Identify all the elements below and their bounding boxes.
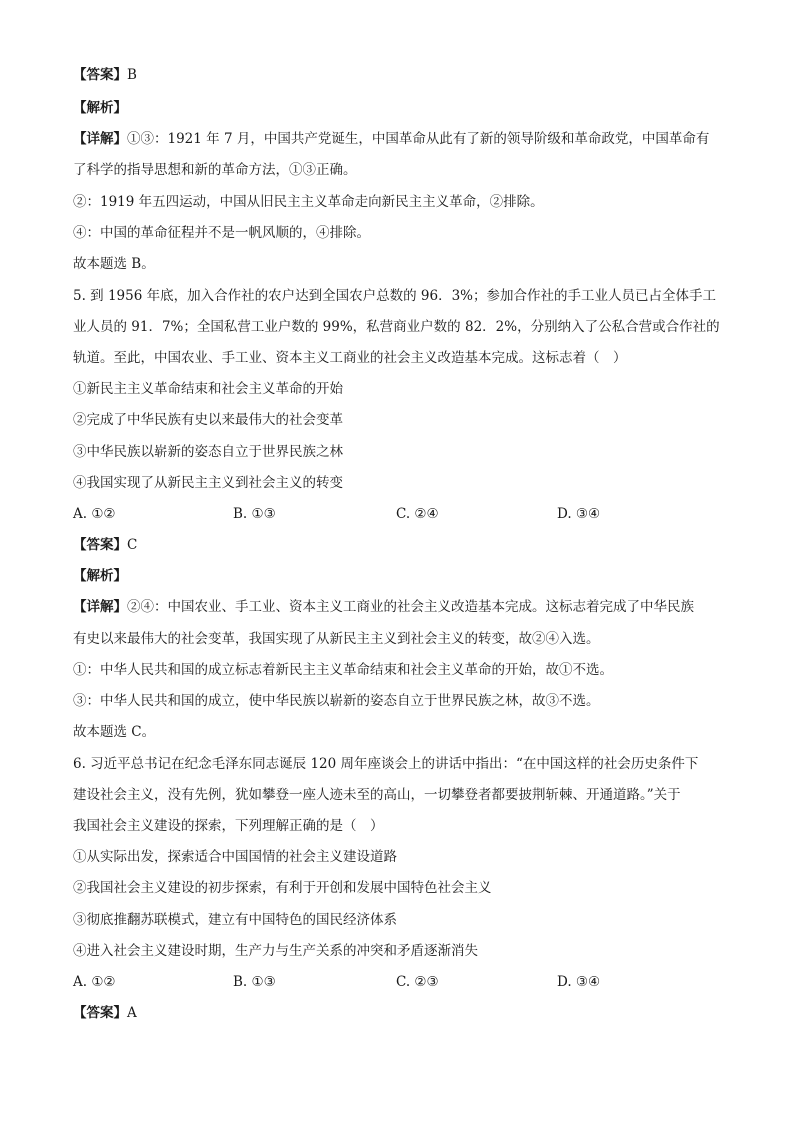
q5-option-a: A. ①② [73, 506, 116, 522]
q6-item-2: ②我国社会主义建设的初步探索，有利于开创和发展中国特色社会主义 [73, 880, 492, 896]
q5-option-c: C. ②④ [396, 506, 439, 522]
answer-value: B [127, 67, 137, 83]
detail-tag: 【详解】 [73, 131, 127, 147]
q5-item-3: ③中华民族以崭新的姿态自立于世界民族之林 [73, 444, 343, 460]
q5-option-b: B. ①③ [233, 506, 276, 522]
q5-detail-line-2: ①：中华人民共和国的成立标志着新民主主义革命结束和社会主义革命的开始，故①不选。 [73, 662, 613, 678]
q6-option-d: D. ③④ [557, 974, 601, 990]
detail-text: ①③：1921 年 7 月，中国共产党诞生，中国革命从此有了新的领导阶级和革命政党，中国革命有 [127, 131, 710, 147]
analysis-tag: 【解析】 [73, 100, 127, 116]
q4-detail-line-2: ②：1919 年五四运动，中国从旧民主主义革命走向新民主主义革命，②排除。 [73, 194, 544, 210]
q6-stem-line-1: 建设社会主义，没有先例，犹如攀登一座人迹未至的高山，一切攀登者都要披荆斩棘、开通道路。”关于 [73, 787, 681, 803]
q5-detail-line-1: 有史以来最伟大的社会变革，我国实现了从新民主主义到社会主义的转变，故②④入选。 [73, 631, 600, 647]
detail-text: ②④：中国农业、手工业、资本主义工商业的社会主义改造基本完成。这标志着完成了中华民族 [127, 599, 694, 615]
analysis-tag: 【解析】 [73, 568, 127, 584]
q6-item-1: ①从实际出发，探索适合中国国情的社会主义建设道路 [73, 849, 397, 865]
q5-stem-line-2: 轨道。至此，中国农业、手工业、资本主义工商业的社会主义改造基本完成。这标志着（ ） [73, 350, 627, 366]
q4-detail-line-3: ④：中国的革命征程并不是一帆风顺的，④排除。 [73, 225, 370, 241]
q5-analysis-tag [73, 567, 127, 585]
q5-detail-line-4: 故本题选 C。 [73, 724, 156, 740]
answer-value: C [127, 537, 138, 553]
q5-item-2: ②完成了中华民族有史以来最伟大的社会变革 [73, 412, 343, 428]
answer-tag: 【答案】 [73, 537, 127, 553]
q5-stem-line-0: 5. 到 1956 年底，加入合作社的农户达到全国农户总数的 96．3%；参加合作社的手工业人员已占全体手工 [73, 288, 716, 304]
q6-option-b: B. ①③ [233, 974, 276, 990]
answer-tag: 【答案】 [73, 1005, 127, 1021]
q4-detail-line-1: 了科学的指导思想和新的革命方法，①③正确。 [73, 162, 357, 178]
q5-option-d: D. ③④ [557, 506, 601, 522]
q6-item-4: ④进入社会主义建设时期，生产力与生产关系的冲突和矛盾逐渐消失 [73, 943, 478, 959]
q6-stem-line-2: 我国社会主义建设的探索，下列理解正确的是（ ） [73, 818, 384, 834]
q5-item-4: ④我国实现了从新民主主义到社会主义的转变 [73, 475, 343, 491]
q6-stem-line-0: 6. 习近平总书记在纪念毛泽东同志诞辰 120 周年座谈会上的讲话中指出：“在中国这样的社会历史条件下 [73, 756, 699, 772]
q5-detail-line-3: ③：中华人民共和国的成立，使中华民族以崭新的姿态自立于世界民族之林，故③不选。 [73, 693, 600, 709]
q4-answer [73, 66, 137, 84]
q6-option-a: A. ①② [73, 974, 116, 990]
detail-tag: 【详解】 [73, 599, 127, 615]
q5-detail-line-0 [73, 598, 694, 616]
q6-item-3: ③彻底推翻苏联模式，建立有中国特色的国民经济体系 [73, 912, 397, 928]
q6-option-c: C. ②③ [396, 974, 439, 990]
answer-value: A [127, 1005, 137, 1021]
q4-detail-line-4: 故本题选 B。 [73, 256, 155, 272]
q6-answer [73, 1004, 137, 1022]
q5-item-1: ①新民主主义革命结束和社会主义革命的开始 [73, 381, 343, 397]
q5-answer [73, 536, 137, 554]
answer-tag: 【答案】 [73, 67, 127, 83]
q4-detail-line-0 [73, 130, 709, 148]
q4-analysis-tag [73, 99, 127, 117]
q5-stem-line-1: 业人员的 91．7%；全国私营工业户数的 99%，私营商业户数的 82．2%，分别纳入了公私合营或合作社的 [73, 319, 720, 335]
